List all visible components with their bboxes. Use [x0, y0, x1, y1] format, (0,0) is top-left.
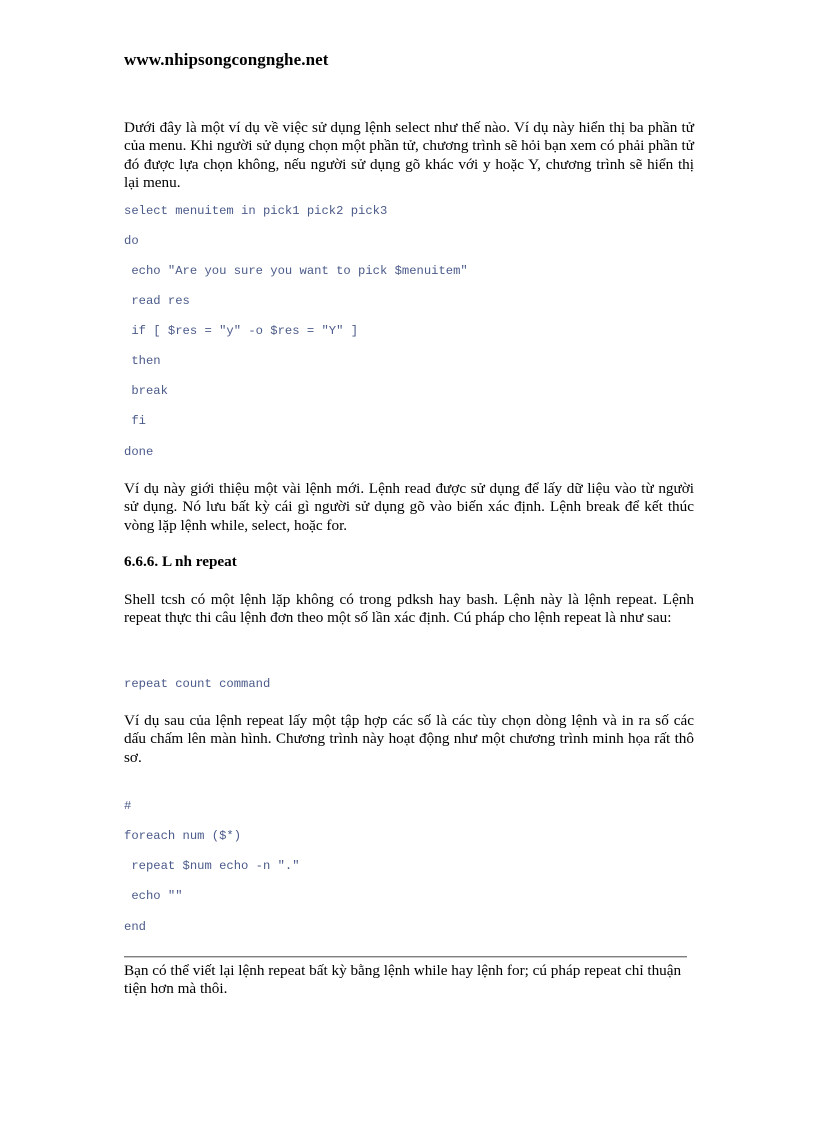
code-line: then	[124, 354, 161, 368]
code-line: foreach num ($*)	[124, 829, 242, 843]
code-line: #	[124, 799, 132, 813]
code-line: echo ""	[124, 889, 183, 903]
footnote-paragraph: Bạn có thể viết lại lệnh repeat bất kỳ bằng lệnh while hay lệnh for; cú pháp repeat chỉ thuận tiện hơn mà thôi.	[124, 962, 682, 998]
code-line: if [ $res = "y" -o $res = "Y" ]	[124, 324, 359, 338]
repeat-intro-paragraph: Shell tcsh có một lệnh lặp không có trong pdksh hay bash. Lệnh này là lệnh repeat. Lệnh repeat thực thi câu lệnh đơn theo một số lần xác định. Cú pháp cho lệnh repeat là như sau:	[124, 591, 694, 627]
code-line: done	[124, 445, 154, 459]
repeat-syntax-code: repeat count command	[124, 677, 271, 691]
code-line: do	[124, 234, 139, 248]
footnote-divider	[124, 956, 687, 958]
code-line: read res	[124, 294, 190, 308]
code-line: echo "Are you sure you want to pick $menuitem"	[124, 264, 468, 278]
code-line: break	[124, 384, 168, 398]
code-line: end	[124, 920, 146, 934]
intro-paragraph: Dưới đây là một ví dụ về việc sử dụng lệnh select như thế nào. Ví dụ này hiển thị ba phần tử của menu. Khi người sử dụng chọn một phần tử, chương trình sẽ hỏi bạn xem có phải phần tử đó được lựa chọn không, nếu người sử dụng gõ khác với y hoặc Y, chương trình sẽ hiển thị lại menu.	[124, 119, 694, 191]
code-line: repeat $num echo -n "."	[124, 859, 300, 873]
code-line: fi	[124, 414, 146, 428]
site-header: www.nhipsongcongnghe.net	[124, 50, 329, 69]
explanation-paragraph: Ví dụ này giới thiệu một vài lệnh mới. Lệnh read được sử dụng để lấy dữ liệu vào từ người sử dụng. Nó lưu bất kỳ cái gì người sử dụng gõ vào biến xác định. Lệnh break để kết thúc vòng lặp lệnh while, select, hoặc for.	[124, 480, 694, 534]
section-heading: 6.6.6. L nh repeat	[124, 553, 237, 570]
repeat-example-paragraph: Ví dụ sau của lệnh repeat lấy một tập hợp các số là các tùy chọn dòng lệnh và in ra số các dấu chấm lên màn hình. Chương trình này hoạt động như một chương trình minh họa rất thô sơ.	[124, 712, 694, 766]
document-page	[124, 0, 694, 1123]
code-line: select menuitem in pick1 pick2 pick3	[124, 204, 388, 218]
